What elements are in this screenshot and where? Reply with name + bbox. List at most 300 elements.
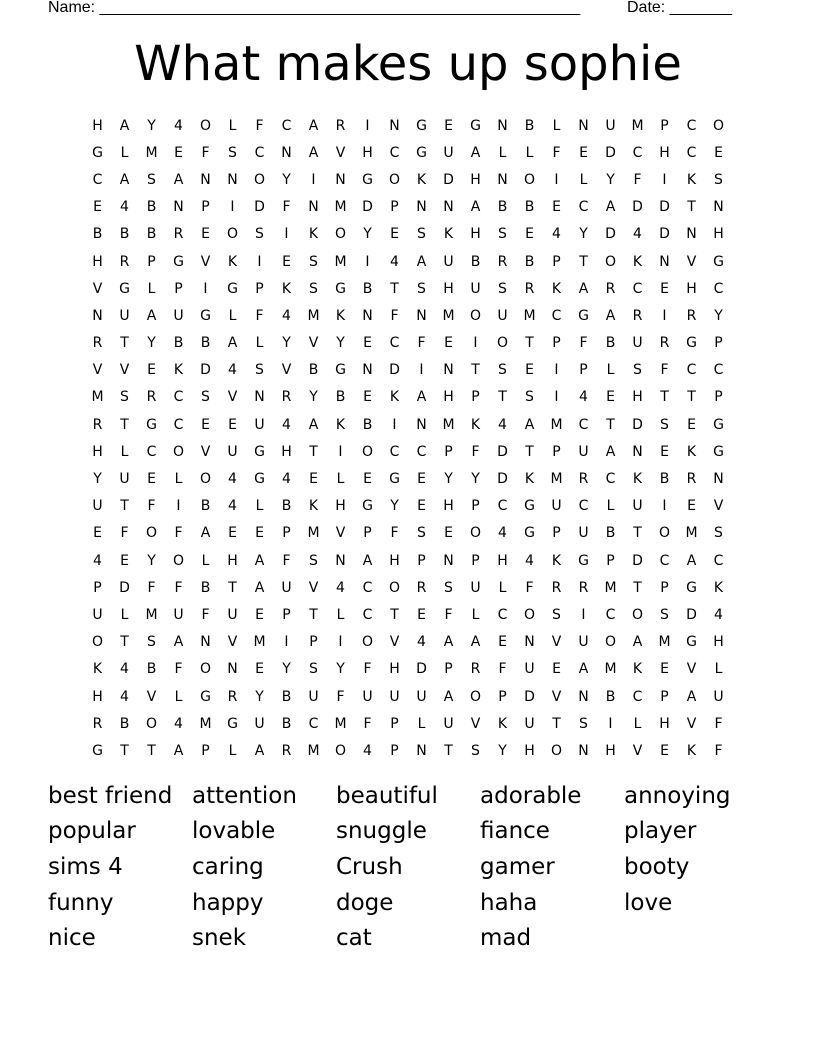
grid-letter: A	[173, 171, 184, 188]
grid-letter: N	[524, 634, 535, 651]
grid-letter: P	[552, 443, 561, 460]
grid-letter: N	[416, 307, 427, 324]
grid-letter: M	[253, 634, 266, 651]
grid-row	[84, 112, 732, 139]
grid-letter: R	[632, 307, 643, 324]
grid-letter: U	[254, 715, 265, 732]
grid-letter: H	[443, 498, 454, 515]
grid-letter: L	[255, 498, 264, 515]
grid-letter: B	[605, 525, 616, 542]
grid-letter: H	[92, 253, 103, 270]
grid-letter: M	[658, 634, 671, 651]
grid-letter: U	[92, 606, 103, 623]
grid-letter: T	[120, 498, 129, 515]
word-bank-item: attention	[192, 782, 297, 809]
grid-letter: P	[498, 688, 507, 705]
grid-row	[84, 194, 732, 221]
grid-letter: E	[201, 416, 210, 433]
grid-letter: A	[443, 634, 454, 651]
grid-letter: F	[633, 171, 642, 188]
grid-letter: M	[604, 661, 617, 678]
grid-letter: O	[658, 525, 671, 542]
grid-letter: N	[227, 661, 238, 678]
grid-letter: A	[254, 552, 265, 569]
word-bank-item: adorable	[480, 782, 582, 809]
grid-letter: E	[714, 144, 723, 161]
grid-row	[84, 656, 732, 683]
grid-letter: D	[524, 688, 535, 705]
grid-letter: L	[228, 742, 237, 759]
grid-letter: C	[686, 117, 697, 134]
grid-letter: Y	[147, 335, 156, 352]
grid-letter: C	[686, 362, 697, 379]
grid-letter: K	[227, 253, 238, 270]
grid-letter: M	[145, 606, 158, 623]
grid-letter: E	[417, 498, 426, 515]
grid-letter: S	[498, 280, 507, 297]
grid-letter: 4	[552, 226, 561, 243]
grid-letter: B	[524, 199, 535, 216]
grid-letter: S	[498, 226, 507, 243]
grid-letter: 4	[120, 199, 129, 216]
grid-letter: 4	[120, 661, 129, 678]
grid-letter: Y	[147, 117, 156, 134]
grid-letter: B	[470, 253, 481, 270]
grid-letter: P	[417, 552, 426, 569]
grid-letter: A	[308, 144, 319, 161]
grid-letter: E	[363, 389, 372, 406]
grid-letter: P	[309, 634, 318, 651]
grid-letter: Y	[309, 389, 318, 406]
grid-letter: E	[660, 661, 669, 678]
word-bank-item: haha	[480, 889, 538, 916]
grid-letter: O	[145, 525, 158, 542]
grid-letter: A	[443, 688, 454, 705]
grid-letter: U	[443, 253, 454, 270]
grid-letter: V	[335, 525, 346, 542]
grid-letter: K	[173, 362, 184, 379]
grid-letter: H	[335, 498, 346, 515]
grid-letter: U	[173, 307, 184, 324]
grid-letter: P	[201, 742, 210, 759]
grid-letter: F	[174, 579, 183, 596]
word-bank-item: popular	[48, 818, 136, 845]
grid-letter: L	[579, 171, 588, 188]
word-bank-item: annoying	[624, 782, 731, 809]
grid-letter: A	[254, 579, 265, 596]
grid-letter: S	[417, 226, 426, 243]
grid-letter: A	[686, 552, 697, 569]
grid-letter: V	[308, 335, 319, 352]
grid-letter: K	[632, 471, 643, 488]
grid-letter: R	[146, 389, 157, 406]
date-field-label: Date: _______	[627, 0, 732, 16]
grid-letter: A	[308, 117, 319, 134]
word-bank-item: booty	[624, 853, 690, 880]
grid-row	[84, 357, 732, 384]
grid-letter: E	[687, 498, 696, 515]
grid-letter: P	[471, 498, 480, 515]
grid-letter: H	[281, 443, 292, 460]
grid-letter: C	[362, 606, 373, 623]
grid-letter: M	[550, 416, 563, 433]
grid-letter: C	[713, 552, 724, 569]
grid-letter: T	[309, 443, 318, 460]
grid-letter: M	[631, 117, 644, 134]
grid-letter: G	[470, 117, 481, 134]
grid-letter: Y	[579, 226, 588, 243]
grid-letter: U	[254, 416, 265, 433]
grid-letter: S	[660, 416, 669, 433]
grid-letter: F	[174, 525, 183, 542]
grid-letter: A	[605, 307, 616, 324]
grid-letter: E	[363, 471, 372, 488]
grid-letter: T	[498, 389, 507, 406]
grid-letter: 4	[714, 606, 723, 623]
grid-letter: T	[633, 525, 642, 542]
grid-letter: E	[390, 226, 399, 243]
grid-letter: N	[416, 416, 427, 433]
grid-letter: O	[361, 634, 374, 651]
grid-letter: H	[92, 117, 103, 134]
grid-letter: N	[713, 471, 724, 488]
grid-letter: S	[255, 362, 264, 379]
grid-row	[84, 139, 732, 166]
grid-letter: T	[633, 579, 642, 596]
grid-letter: P	[282, 525, 291, 542]
grid-letter: D	[686, 606, 697, 623]
grid-letter: C	[389, 443, 400, 460]
grid-letter: I	[662, 498, 667, 515]
grid-letter: F	[255, 117, 264, 134]
word-bank-row	[48, 920, 768, 956]
grid-row	[84, 248, 732, 275]
grid-letter: F	[255, 307, 264, 324]
grid-letter: U	[416, 688, 427, 705]
grid-letter: M	[550, 471, 563, 488]
grid-letter: O	[334, 226, 347, 243]
grid-letter: D	[659, 226, 670, 243]
grid-letter: N	[389, 117, 400, 134]
grid-letter: R	[470, 661, 481, 678]
grid-row	[84, 221, 732, 248]
grid-letter: E	[552, 661, 561, 678]
grid-letter: O	[361, 443, 374, 460]
grid-letter: S	[525, 389, 534, 406]
grid-letter: U	[578, 443, 589, 460]
grid-letter: A	[146, 307, 157, 324]
grid-letter: L	[417, 715, 426, 732]
grid-letter: L	[336, 471, 345, 488]
grid-letter: 4	[282, 416, 291, 433]
word-bank-item: cat	[336, 925, 372, 952]
grid-letter: O	[469, 307, 482, 324]
grid-row	[84, 330, 732, 357]
grid-letter: 4	[336, 579, 345, 596]
grid-letter: I	[608, 715, 613, 732]
grid-letter: Y	[363, 226, 372, 243]
grid-letter: U	[443, 715, 454, 732]
grid-letter: T	[120, 416, 129, 433]
grid-letter: E	[201, 226, 210, 243]
grid-letter: R	[659, 335, 670, 352]
grid-letter: M	[91, 389, 104, 406]
grid-letter: I	[284, 634, 289, 651]
grid-letter: C	[146, 443, 157, 460]
grid-letter: D	[443, 171, 454, 188]
word-bank-item: best friend	[48, 782, 173, 809]
grid-letter: G	[713, 416, 724, 433]
grid-letter: 4	[120, 688, 129, 705]
grid-letter: E	[660, 742, 669, 759]
grid-letter: 4	[363, 742, 372, 759]
grid-letter: M	[145, 144, 158, 161]
grid-letter: G	[362, 171, 373, 188]
grid-letter: T	[687, 199, 696, 216]
grid-letter: C	[605, 471, 616, 488]
grid-letter: F	[201, 606, 210, 623]
grid-letter: G	[713, 253, 724, 270]
grid-letter: Y	[93, 471, 102, 488]
grid-letter: B	[497, 199, 508, 216]
word-bank-item: lovable	[192, 818, 276, 845]
grid-letter: T	[120, 335, 129, 352]
grid-letter: D	[389, 362, 400, 379]
grid-letter: M	[334, 253, 347, 270]
grid-letter: I	[473, 335, 478, 352]
grid-letter: R	[551, 579, 562, 596]
grid-letter: B	[281, 688, 292, 705]
grid-letter: E	[282, 253, 291, 270]
grid-letter: A	[173, 742, 184, 759]
grid-letter: N	[659, 253, 670, 270]
grid-letter: V	[335, 144, 346, 161]
grid-letter: N	[497, 171, 508, 188]
grid-letter: V	[308, 579, 319, 596]
grid-letter: A	[470, 634, 481, 651]
grid-letter: N	[173, 199, 184, 216]
word-bank-item: fiance	[480, 818, 550, 845]
grid-letter: N	[443, 552, 454, 569]
grid-letter: O	[226, 226, 239, 243]
grid-letter: I	[554, 171, 559, 188]
grid-letter: S	[120, 389, 129, 406]
grid-letter: M	[604, 579, 617, 596]
grid-letter: U	[308, 688, 319, 705]
grid-letter: E	[444, 525, 453, 542]
grid-letter: K	[686, 443, 697, 460]
grid-letter: A	[470, 199, 481, 216]
grid-letter: A	[173, 634, 184, 651]
grid-letter: B	[146, 199, 157, 216]
word-bank-item: Crush	[336, 853, 403, 880]
grid-letter: A	[605, 199, 616, 216]
grid-letter: P	[660, 688, 669, 705]
grid-letter: N	[254, 389, 265, 406]
grid-letter: Y	[390, 498, 399, 515]
grid-letter: E	[660, 280, 669, 297]
grid-letter: H	[713, 634, 724, 651]
grid-letter: H	[362, 144, 373, 161]
grid-letter: C	[686, 144, 697, 161]
grid-letter: Y	[606, 171, 615, 188]
grid-letter: F	[282, 199, 291, 216]
grid-letter: 4	[498, 416, 507, 433]
grid-letter: D	[497, 443, 508, 460]
grid-letter: L	[552, 117, 561, 134]
grid-letter: S	[255, 226, 264, 243]
grid-letter: H	[92, 443, 103, 460]
grid-letter: H	[632, 389, 643, 406]
grid-letter: A	[416, 389, 427, 406]
grid-letter: L	[498, 144, 507, 161]
grid-letter: P	[390, 742, 399, 759]
grid-letter: E	[309, 471, 318, 488]
grid-letter: C	[362, 579, 373, 596]
grid-letter: U	[497, 307, 508, 324]
grid-letter: V	[227, 389, 238, 406]
grid-letter: A	[362, 552, 373, 569]
grid-letter: N	[578, 742, 589, 759]
grid-letter: M	[307, 525, 320, 542]
grid-letter: O	[712, 117, 725, 134]
grid-letter: G	[416, 144, 427, 161]
grid-letter: D	[632, 416, 643, 433]
grid-letter: R	[524, 280, 535, 297]
word-bank-item: happy	[192, 889, 264, 916]
grid-letter: V	[146, 688, 157, 705]
grid-letter: S	[309, 280, 318, 297]
grid-letter: G	[200, 307, 211, 324]
grid-letter: U	[713, 688, 724, 705]
grid-letter: L	[120, 606, 129, 623]
grid-letter: P	[93, 579, 102, 596]
grid-letter: L	[606, 498, 615, 515]
grid-letter: 4	[525, 552, 534, 569]
grid-row	[84, 737, 732, 764]
grid-letter: P	[282, 606, 291, 623]
grid-letter: Y	[336, 661, 345, 678]
grid-row	[84, 547, 732, 574]
grid-letter: 4	[390, 253, 399, 270]
grid-letter: A	[416, 253, 427, 270]
grid-letter: L	[606, 362, 615, 379]
grid-letter: G	[335, 362, 346, 379]
grid-letter: R	[605, 280, 616, 297]
grid-letter: G	[686, 634, 697, 651]
grid-letter: M	[307, 307, 320, 324]
grid-letter: U	[227, 443, 238, 460]
grid-letter: 4	[282, 307, 291, 324]
grid-letter: D	[605, 144, 616, 161]
grid-letter: E	[93, 199, 102, 216]
grid-letter: F	[363, 715, 372, 732]
grid-letter: K	[632, 661, 643, 678]
grid-letter: S	[147, 171, 156, 188]
grid-letter: O	[604, 634, 617, 651]
grid-letter: 4	[579, 389, 588, 406]
grid-letter: L	[174, 471, 183, 488]
grid-letter: I	[554, 389, 559, 406]
grid-letter: M	[523, 307, 536, 324]
grid-letter: U	[281, 579, 292, 596]
grid-letter: G	[686, 579, 697, 596]
grid-letter: Y	[336, 335, 345, 352]
grid-row	[84, 520, 732, 547]
grid-letter: A	[686, 688, 697, 705]
grid-letter: L	[201, 552, 210, 569]
grid-letter: F	[147, 579, 156, 596]
grid-letter: N	[578, 117, 589, 134]
grid-letter: H	[389, 661, 400, 678]
grid-letter: D	[659, 199, 670, 216]
word-bank-item: love	[624, 889, 673, 916]
grid-letter: T	[228, 579, 237, 596]
grid-letter: C	[389, 335, 400, 352]
grid-letter: N	[713, 199, 724, 216]
grid-letter: S	[309, 253, 318, 270]
grid-letter: E	[255, 606, 264, 623]
grid-letter: S	[417, 280, 426, 297]
grid-letter: S	[147, 634, 156, 651]
letter-grid	[84, 112, 732, 765]
grid-letter: H	[659, 715, 670, 732]
grid-letter: R	[416, 579, 427, 596]
grid-letter: I	[257, 253, 262, 270]
grid-letter: U	[578, 525, 589, 542]
grid-letter: N	[416, 742, 427, 759]
grid-letter: T	[660, 389, 669, 406]
grid-letter: C	[254, 144, 265, 161]
grid-letter: G	[254, 443, 265, 460]
grid-row	[84, 683, 732, 710]
grid-letter: O	[523, 606, 536, 623]
grid-letter: N	[227, 171, 238, 188]
grid-letter: K	[389, 389, 400, 406]
grid-letter: D	[119, 579, 130, 596]
grid-letter: C	[389, 144, 400, 161]
grid-letter: Y	[282, 171, 291, 188]
grid-letter: G	[146, 416, 157, 433]
grid-letter: E	[174, 144, 183, 161]
grid-letter: B	[146, 226, 157, 243]
grid-letter: F	[714, 742, 723, 759]
grid-letter: V	[389, 634, 400, 651]
grid-letter: C	[92, 171, 103, 188]
grid-letter: V	[632, 742, 643, 759]
grid-letter: R	[578, 579, 589, 596]
grid-letter: D	[254, 199, 265, 216]
grid-letter: E	[228, 416, 237, 433]
grid-letter: K	[524, 471, 535, 488]
grid-letter: S	[444, 579, 453, 596]
grid-letter: A	[632, 634, 643, 651]
grid-letter: F	[714, 715, 723, 732]
grid-letter: I	[392, 416, 397, 433]
grid-letter: N	[335, 171, 346, 188]
grid-letter: A	[200, 525, 211, 542]
grid-letter: S	[201, 389, 210, 406]
grid-letter: E	[120, 552, 129, 569]
grid-letter: C	[578, 199, 589, 216]
grid-letter: T	[444, 742, 453, 759]
grid-letter: O	[145, 715, 158, 732]
grid-letter: I	[338, 443, 343, 460]
grid-letter: T	[471, 362, 480, 379]
grid-letter: O	[469, 525, 482, 542]
grid-letter: O	[199, 661, 212, 678]
grid-letter: K	[416, 171, 427, 188]
